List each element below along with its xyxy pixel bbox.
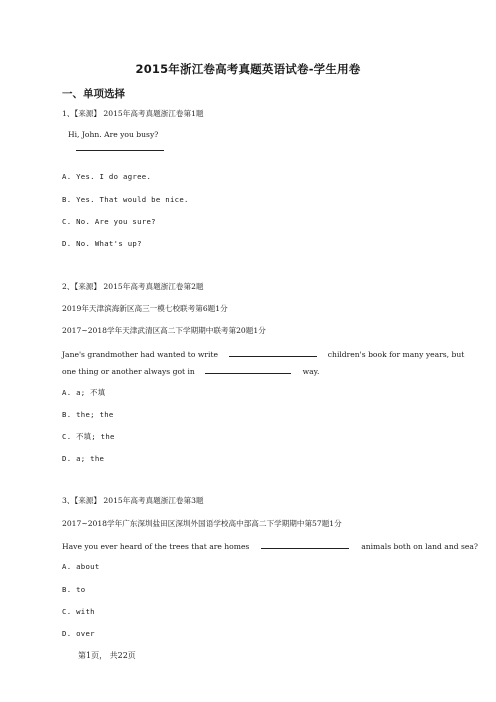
question-3-stem-line-1 [62, 540, 478, 551]
question-2-option-b: B. the; the [62, 410, 114, 419]
question-2-blank-2 [205, 365, 291, 374]
question-1-answer-blank [76, 150, 164, 151]
question-2-stem-line-2 [62, 365, 319, 376]
document-title: 2015年浙江卷高考真题英语试卷-学生用卷 [135, 62, 361, 76]
question-2-stem-part-1: Jane's grandmother had wanted to write [62, 350, 218, 359]
question-3-stem-part-1: Have you ever heard of the trees that are homes [62, 542, 250, 551]
question-2-stem-line-1 [62, 348, 464, 359]
question-2-option-d: D. a; the [62, 454, 105, 463]
question-2-stem-part-2: children's book for many years, but [327, 350, 465, 359]
question-2-stem-part-3: one thing or another always got in [62, 367, 195, 376]
question-3-stem-part-2: animals both on land and sea? [361, 542, 478, 551]
question-2-option-c: C. 不填; the [62, 432, 115, 441]
question-2-stem-part-4: way. [302, 367, 320, 376]
question-2-source-1: 2019年天津滨海新区高三一模七校联考第6题1分 [62, 304, 228, 313]
question-3-header: 3、【来源】 2015年高考真题浙江卷第3题 [62, 496, 204, 505]
question-1-prompt: Hi, John. Are you busy? [68, 130, 159, 139]
question-2-option-a: A. a; 不填 [62, 388, 106, 397]
question-1-header: 1、【来源】 2015年高考真题浙江卷第1题 [62, 109, 204, 118]
section-heading: 一、单项选择 [62, 88, 125, 100]
question-3-blank-1 [261, 540, 349, 549]
question-1-option-c: C. No. Are you sure? [62, 217, 156, 226]
question-3-option-c: C. with [62, 607, 95, 616]
question-1-option-b: B. Yes. That would be nice. [62, 195, 189, 204]
question-3-option-a: A. about [62, 562, 100, 571]
question-3-source-1: 2017~2018学年广东深圳盐田区深圳外国语学校高中部高二下学期期中第57题1分 [62, 519, 342, 528]
question-3-option-b: B. to [62, 585, 86, 594]
question-1-option-d: D. No. What's up? [62, 239, 142, 248]
page-footer: 第1页， 共22页 [78, 651, 136, 660]
question-2-source-2: 2017~2018学年天津武清区高二下学期期中联考第20题1分 [62, 326, 266, 335]
question-1-option-a: A. Yes. I do agree. [62, 172, 152, 181]
question-2-blank-1 [229, 348, 317, 357]
question-3-option-d: D. over [62, 629, 95, 638]
question-2-header: 2、【来源】 2015年高考真题浙江卷第2题 [62, 282, 204, 291]
